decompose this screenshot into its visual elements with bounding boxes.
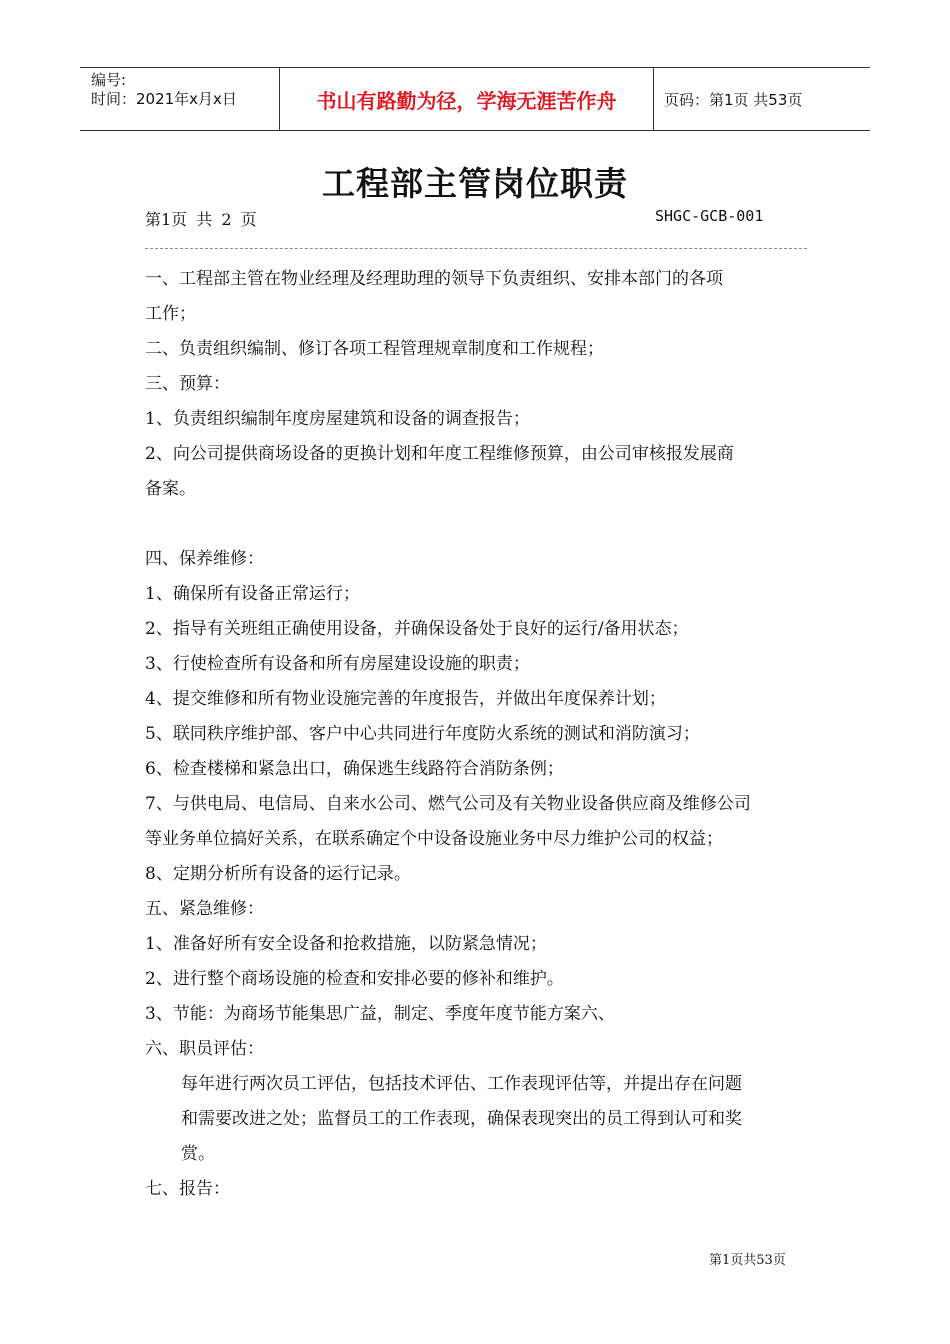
body-line: 7、与供电局、电信局、自来水公司、燃气公司及有关物业设备供应商及维修公司 [145, 794, 751, 814]
header-motto-cell [280, 68, 654, 130]
body-line: 2、指导有关班组正确使用设备，并确保设备处于良好的运行/备用状态； [145, 619, 689, 639]
body-line: 四、保养维修： [145, 549, 264, 569]
body-line: 4、提交维修和所有物业设施完善的年度报告，并做出年度保养计划； [145, 689, 666, 709]
body-line: 赏。 [181, 1144, 215, 1164]
title-divider [145, 248, 807, 249]
header-info-cell [80, 68, 280, 130]
body-line: 一、工程部主管在物业经理及经理助理的领导下负责组织、安排本部门的各项 [145, 269, 723, 289]
body-line: 3、行使检查所有设备和所有房屋建设设施的职责； [145, 654, 530, 674]
body-line: 三、预算： [145, 374, 230, 394]
body-line: 2、进行整个商场设施的检查和安排必要的修补和维护。 [145, 969, 564, 989]
header-page-cell [654, 68, 870, 130]
body-line: 备案。 [145, 479, 196, 499]
footer-page-label: 第1页共53页 [709, 1253, 786, 1268]
blank-line [145, 507, 810, 542]
body-line: 3、节能：为商场节能集思广益，制定、季度年度节能方案六、 [145, 1004, 615, 1024]
body-line: 6、检查楼梯和紧急出口，确保逃生线路符合消防条例； [145, 759, 564, 779]
time-label: 时间：2021年x月x日 [91, 90, 237, 108]
body-line: 1、负责组织编制年度房屋建筑和设备的调查报告； [145, 409, 530, 429]
body-line: 8、定期分析所有设备的运行记录。 [145, 864, 411, 884]
number-label: 编号: [91, 71, 127, 89]
body-line: 1、准备好所有安全设备和抢救措施，以防紧急情况； [145, 934, 547, 954]
document-code: SHGC-GCB-001 [655, 207, 764, 225]
body-line: 2、向公司提供商场设备的更换计划和年度工程维修预算，由公司审核报发展商 [145, 444, 734, 464]
header-page-label: 页码：第1页 共53页 [664, 90, 803, 109]
body-line: 每年进行两次员工评估，包括技术评估、工作表现评估等，并提出存在问题 [181, 1074, 742, 1094]
body-line: 工作； [145, 304, 196, 324]
document-header [80, 67, 870, 131]
body-line: 二、负责组织编制、修订各项工程管理规章制度和工作规程； [145, 339, 604, 359]
body-line: 和需要改进之处；监督员工的工作表现，确保表现突出的员工得到认可和奖 [181, 1109, 742, 1129]
body-line: 五、紧急维修： [145, 899, 264, 919]
page-info: 第1页 共 2 页 [145, 210, 257, 229]
body-line: 等业务单位搞好关系，在联系确定个中设备设施业务中尽力维护公司的权益； [145, 829, 723, 849]
body-line: 1、确保所有设备正常运行； [145, 584, 360, 604]
motto-text: 书山有路勤为径，学海无涯苦作舟 [316, 88, 617, 113]
body-line: 七、报告： [145, 1179, 230, 1199]
document-title: 工程部主管岗位职责 [322, 164, 628, 203]
document-body [145, 262, 810, 1207]
body-line: 六、职员评估： [145, 1039, 264, 1059]
body-line: 5、联同秩序维护部、客户中心共同进行年度防火系统的测试和消防演习； [145, 724, 700, 744]
